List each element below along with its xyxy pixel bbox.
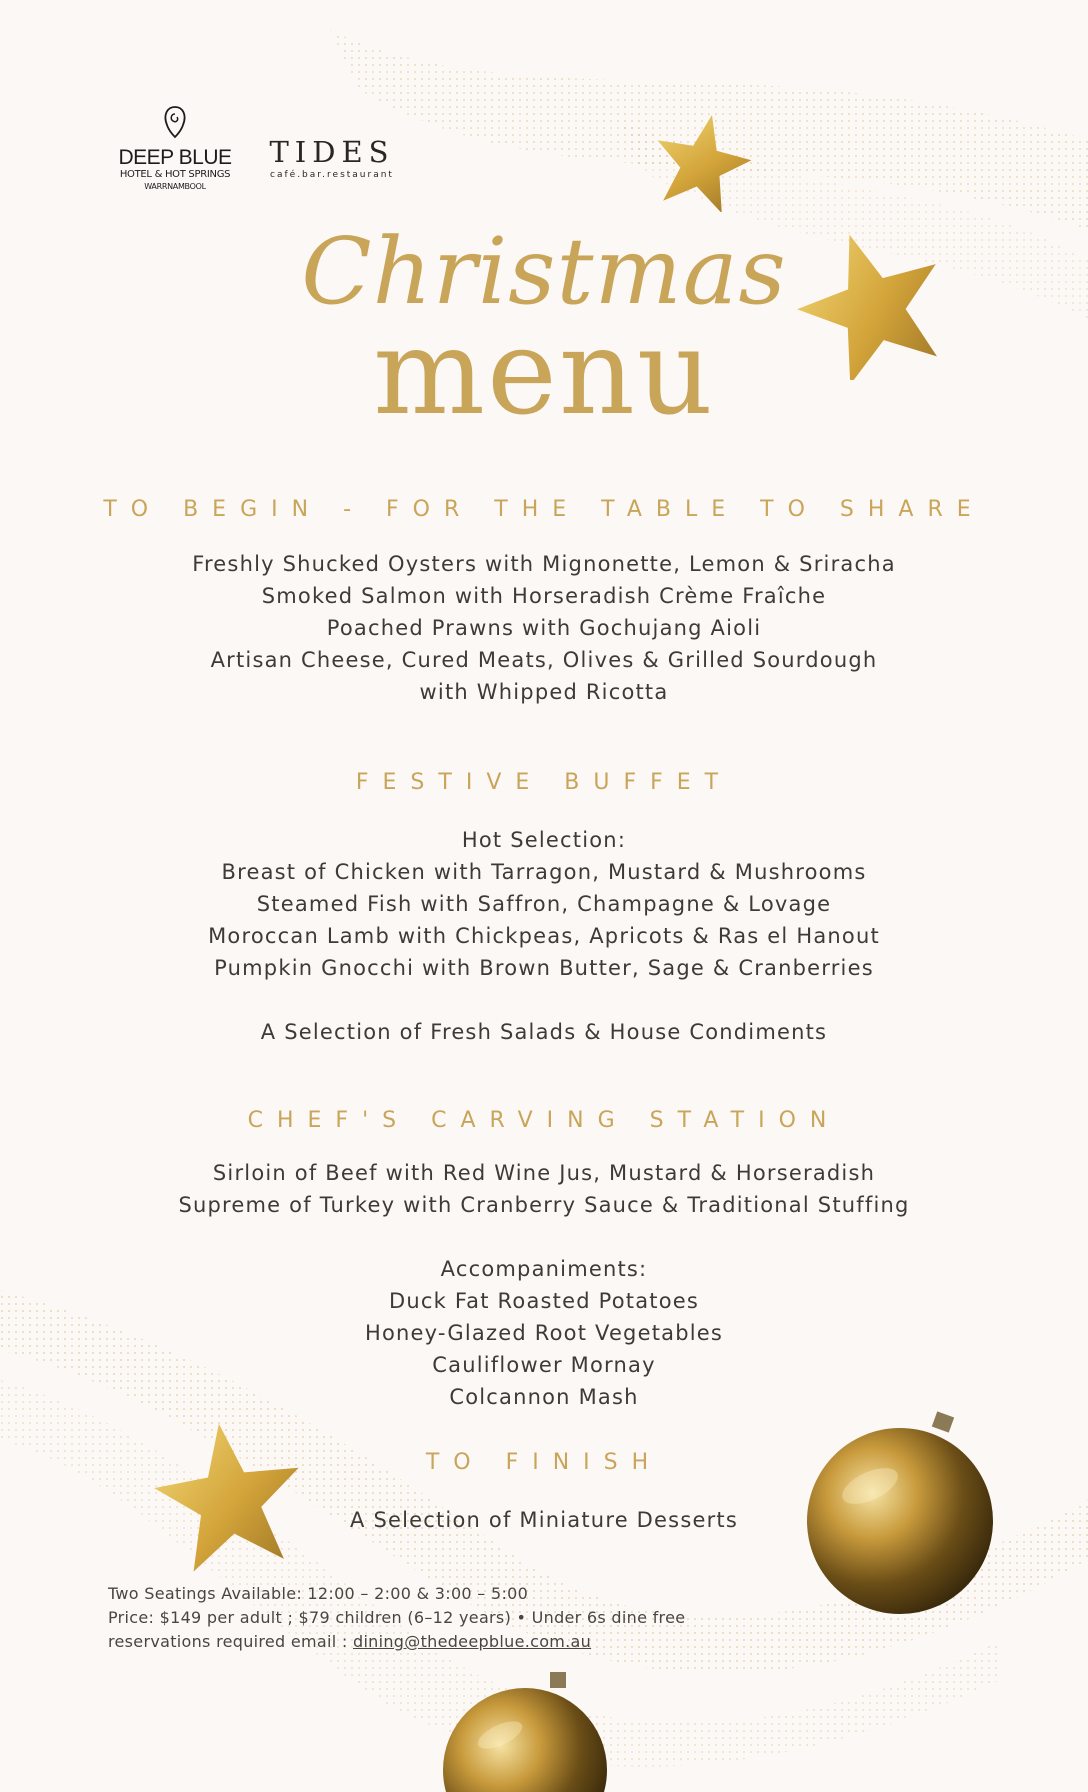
begin-items [0,548,1088,708]
menu-item: Smoked Salmon with Horseradish Crème Fraîche [261,584,827,608]
menu-item: A Selection of Miniature Desserts [350,1508,738,1532]
menu-item: with Whipped Ricotta [419,680,669,704]
carving-items [0,1157,1088,1413]
section-heading: TO FINISH [425,1450,663,1475]
finish-items [0,1504,1088,1536]
gold-bauble-icon [440,1670,610,1792]
menu-item: Steamed Fish with Saffron, Champagne & Lovage [256,892,832,916]
menu-item: Poached Prawns with Gochujang Aioli [326,616,762,640]
menu-item: Supreme of Turkey with Cranberry Sauce & Traditional Stuffing [178,1193,910,1217]
menu-item: Sirloin of Beef with Red Wine Jus, Mustard & Horseradish [212,1161,876,1185]
deep-blue-subtitle: HOTEL & HOT SPRINGS [119,169,231,180]
title-script: Christmas [301,218,787,325]
menu-item: Breast of Chicken with Tarragon, Mustard & Mushrooms [221,860,867,884]
sub-label: Hot Selection: [461,828,627,852]
deep-blue-logo [110,105,240,193]
menu-item: Artisan Cheese, Cured Meats, Olives & Grilled Sourdough [210,648,878,672]
section-heading: FESTIVE BUFFET [355,770,733,795]
deep-blue-location: WARRNAMBOOL [144,182,206,191]
section-heading: CHEF'S CARVING STATION [247,1108,841,1133]
footer-info [108,1582,685,1654]
menu-item: Honey-Glazed Root Vegetables [364,1321,724,1345]
tides-name: TIDES [269,135,395,169]
gold-star-icon [650,112,754,212]
tides-logo [262,136,402,182]
menu-item: A Selection of Fresh Salads & House Condiments [260,1020,828,1044]
buffet-items [0,824,1088,1048]
reservations-label: reservations required email : [108,1632,353,1651]
footer-reservations [108,1630,685,1654]
footer-seatings: Two Seatings Available: 12:00 – 2:00 & 3:00 – 5:00 [108,1584,529,1603]
footer-price: Price: $149 per adult ; $79 children (6–12 years) • Under 6s dine free [108,1608,686,1627]
shell-logo-icon [161,105,189,139]
email-link[interactable]: dining@thedeepblue.com.au [352,1632,592,1651]
gold-star-icon [150,1420,308,1572]
section-heading: TO BEGIN - FOR THE TABLE TO SHARE [103,497,985,522]
tides-subtitle: café.bar.restaurant [270,170,394,180]
sub-label: Accompaniments: [440,1257,648,1281]
menu-item: Cauliflower Mornay [432,1353,656,1377]
menu-item: Duck Fat Roasted Potatoes [388,1289,700,1313]
section-begin [0,497,1088,523]
section-carving [0,1108,1088,1134]
deep-blue-name: DEEP BLUE [118,146,232,169]
section-finish [0,1450,1088,1476]
section-buffet [0,770,1088,796]
menu-item: Pumpkin Gnocchi with Brown Butter, Sage & Cranberries [214,956,874,980]
menu-item: Moroccan Lamb with Chickpeas, Apricots & Ras el Hanout [208,924,880,948]
menu-item: Colcannon Mash [449,1385,639,1409]
title-main: menu [373,303,715,441]
menu-item: Freshly Shucked Oysters with Mignonette, Lemon & Sriracha [192,552,896,576]
